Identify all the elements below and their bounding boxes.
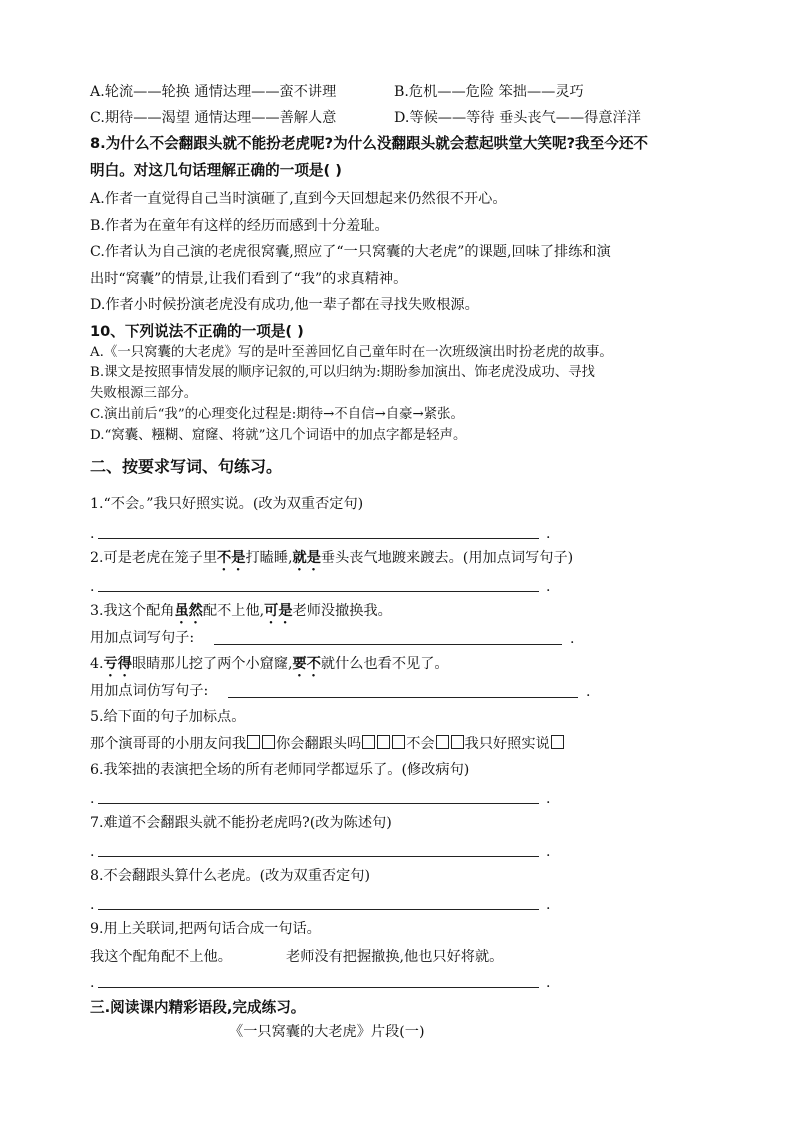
prev-option-d: D.等候——等待 垂头丧气——得意洋洋 [394, 110, 641, 126]
punctuation-box[interactable] [392, 735, 405, 749]
s2-item3-part: 配不上他, [202, 603, 265, 619]
answer-dot: . [90, 526, 95, 542]
q8-option-a: A.作者一直觉得自己当时演砸了,直到今天回想起来仍然很不开心。 [90, 191, 507, 207]
prev-option-a: A.轮流——轮换 通情达理——蛮不讲理 [90, 84, 337, 100]
s2-item4-part: 4. [90, 656, 104, 672]
s2-item4-prompt: 用加点词仿写句子: [90, 683, 209, 699]
s2-item2-part: 垂头丧气地踱来踱去。(用加点词写句子) [320, 550, 574, 566]
answer-dot: . [570, 631, 575, 647]
q10-option-a: A.《一只窝囊的大老虎》写的是叶至善回忆自己童年时在一次班级演出时扮老虎的故事。 [90, 345, 613, 360]
q8-stem-line1: 8.为什么不会翻跟头就不能扮老虎呢?为什么没翻跟头就会惹起哄堂大笑呢?我至今还不 [90, 135, 649, 152]
answer-dot: . [90, 579, 95, 595]
s2-item2-part: 2.可是老虎在笼子里 [90, 550, 218, 566]
s2-item1: 1.“不会。”我只好照实说。(改为双重否定句) [90, 496, 364, 512]
s2-item5-text: 那个演哥哥的小朋友问我 [90, 736, 247, 752]
s2-item3 [90, 601, 392, 627]
punctuation-box[interactable] [262, 735, 275, 749]
answer-dot: . [546, 975, 551, 991]
s2-item4-part: 就什么也看不见了。 [320, 656, 449, 672]
punctuation-box[interactable] [362, 735, 375, 749]
answer-dot: . [586, 684, 591, 700]
prev-option-c: C.期待——渴望 通情达理——善解人意 [90, 110, 337, 126]
q10-option-d: D.“窝囊、糨糊、窟窿、将就”这几个词语中的加点字都是轻声。 [90, 428, 467, 443]
answer-line-3[interactable] [214, 644, 562, 645]
s2-item3-part: 老师没撤换我。 [292, 603, 392, 619]
s2-item3-dotted-word: 可是 [264, 603, 293, 619]
q8-option-b: B.作者为在童年有这样的经历而感到十分羞耻。 [90, 218, 389, 234]
answer-dot: . [546, 844, 551, 860]
punctuation-box[interactable] [247, 735, 260, 749]
answer-line-1[interactable] [98, 538, 539, 539]
punctuation-box[interactable] [451, 735, 464, 749]
s2-item4-part: 眼睛那儿挖了两个小窟窿, [131, 656, 293, 672]
s2-item9-sentence2: 老师没有把握撤换,他也只好将就。 [286, 949, 504, 965]
q8-option-c-line2: 出时“窝囊”的情景,让我们看到了“我”的求真精神。 [90, 271, 408, 287]
s2-item3-part: 3.我这个配角 [90, 603, 175, 619]
section3-title: 三.阅读课内精彩语段,完成练习。 [90, 999, 306, 1016]
answer-line-8[interactable] [98, 909, 539, 910]
answer-line-7[interactable] [98, 856, 539, 857]
s2-item4-dotted-word: 亏得 [103, 656, 132, 672]
s2-item2-part: 打瞌睡, [245, 550, 293, 566]
answer-dot: . [90, 975, 95, 991]
s2-item3-dotted-word: 虽然 [174, 603, 203, 619]
q10-option-b-line1: B.课文是按照事情发展的顺序记叙的,可以归纳为:期盼参加演出、饰老虎没成功、寻找 [90, 365, 595, 380]
s2-item4 [90, 654, 449, 680]
q10-option-c: C.演出前后“我”的心理变化过程是:期待→不自信→自豪→紧张。 [90, 407, 464, 422]
q10-stem: 10、下列说法不正确的一项是( ) [90, 323, 304, 340]
answer-dot: . [546, 579, 551, 595]
q10-option-b-line2: 失败根源三部分。 [90, 386, 198, 401]
s2-item5-text: 你会翻跟头吗 [276, 736, 362, 752]
section3-subtitle: 《一只窝囊的大老虎》片段(一) [229, 1024, 425, 1040]
answer-dot: . [546, 791, 551, 807]
s2-item7: 7.难道不会翻跟头就不能扮老虎吗?(改为陈述句) [90, 815, 392, 831]
q8-stem-line2: 明白。对这几句话理解正确的一项是( ) [90, 162, 342, 179]
s2-item5-sentence [90, 734, 565, 754]
s2-item3-prompt: 用加点词写句子: [90, 630, 195, 646]
punctuation-box[interactable] [551, 735, 564, 749]
s2-item6: 6.我笨拙的表演把全场的所有老师同学都逗乐了。(修改病句) [90, 762, 470, 778]
section2-title: 二、按要求写词、句练习。 [90, 457, 283, 476]
s2-item2-dotted-word: 就是 [292, 550, 321, 566]
answer-dot: . [90, 844, 95, 860]
s2-item5-text: 不会 [406, 736, 435, 752]
s2-item9: 9.用上关联词,把两句话合成一句话。 [90, 921, 321, 937]
answer-dot: . [90, 897, 95, 913]
answer-dot: . [546, 897, 551, 913]
q8-option-c-line1: C.作者认为自己演的老虎很窝囊,照应了“一只窝囊的大老虎”的课题,回味了排练和演 [90, 244, 611, 260]
punctuation-box[interactable] [436, 735, 449, 749]
answer-line-2[interactable] [98, 591, 539, 592]
s2-item2-dotted-word: 不是 [217, 550, 246, 566]
answer-dot: . [90, 791, 95, 807]
s2-item2 [90, 548, 573, 574]
s2-item5: 5.给下面的句子加标点。 [90, 709, 246, 725]
prev-option-b: B.危机——危险 笨拙——灵巧 [394, 84, 584, 100]
answer-line-9[interactable] [98, 987, 539, 988]
s2-item4-dotted-word: 要不 [292, 656, 321, 672]
punctuation-box[interactable] [377, 735, 390, 749]
q8-option-d: D.作者小时候扮演老虎没有成功,他一辈子都在寻找失败根源。 [90, 297, 479, 313]
answer-line-6[interactable] [98, 803, 539, 804]
answer-line-4[interactable] [228, 697, 578, 698]
answer-dot: . [546, 526, 551, 542]
s2-item5-text: 我只好照实说 [464, 736, 550, 752]
s2-item8: 8.不会翻跟头算什么老虎。(改为双重否定句) [90, 868, 370, 884]
s2-item9-sentence1: 我这个配角配不上他。 [90, 949, 232, 965]
